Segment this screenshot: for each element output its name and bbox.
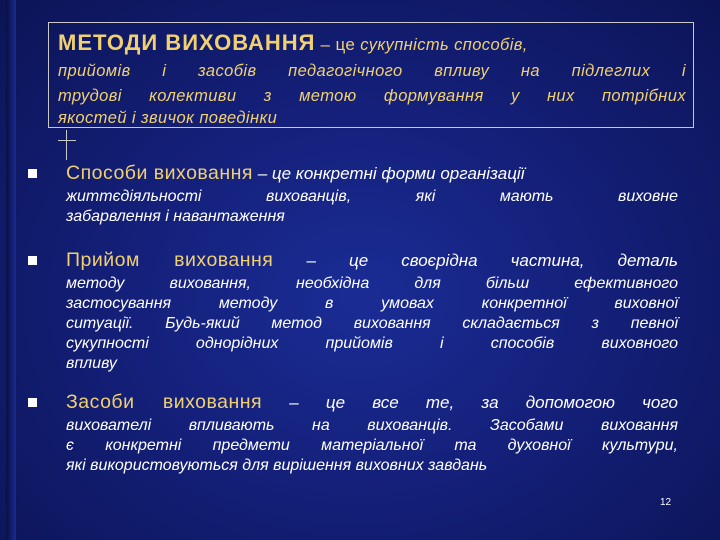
item-line: впливу [66, 355, 117, 372]
page-number: 12 [660, 497, 672, 508]
list-item-methods [66, 160, 678, 227]
box-crosshair-horizontal [58, 140, 76, 141]
item-line: є конкретні предмети матеріальної та духовної культури, [66, 437, 678, 454]
item-term: Засоби виховання [66, 391, 263, 413]
list-item-technique [66, 247, 678, 374]
box-crosshair-vertical [66, 130, 67, 160]
item-line: ситуації. Будь-який метод виховання складається з певної [66, 315, 678, 332]
item-line: Способи виховання – це конкретні форми організації [66, 162, 525, 184]
definition-text-1: сукупність способів, [360, 36, 528, 54]
item-term: Прийом виховання [66, 249, 274, 271]
item-line: застосування методу в умовах конкретної виховної [66, 295, 678, 312]
bullet-square-icon [28, 398, 37, 407]
item-line: Засоби виховання – це все те, за допомогою чого [66, 391, 678, 413]
list-item-means [66, 389, 678, 476]
item-line: методу виховання, необхідна для більш ефективного [66, 275, 678, 292]
definition-line-4: якостей і звичок поведінки [58, 109, 278, 127]
item-term: Способи виховання [66, 162, 253, 184]
item-line: життєдіяльності вихованців, які мають виховне [66, 188, 678, 205]
definition-line-2: прийомів і засобів педагогічного впливу на підлеглих і [58, 62, 686, 80]
item-line: вихователі впливають на вихованців. Засобами виховання [66, 417, 678, 434]
item-line: забарвлення і навантаження [66, 208, 285, 225]
left-decor-bar [6, 0, 16, 540]
bullet-square-icon [28, 256, 37, 265]
bullet-square-icon [28, 169, 37, 178]
item-line: Прийом виховання – це своєрідна частина, деталь [66, 249, 678, 271]
title-dash: – це [320, 35, 356, 54]
item-line: які використовуються для вирішення виховних завдань [66, 457, 488, 474]
page-title: МЕТОДИ ВИХОВАННЯ [58, 30, 316, 55]
definition-line-1 [58, 30, 528, 56]
item-line: сукупності однорідних прийомів і способів виховного [66, 335, 678, 352]
definition-line-3: трудові колективи з метою формування у них потрібних [58, 87, 686, 105]
